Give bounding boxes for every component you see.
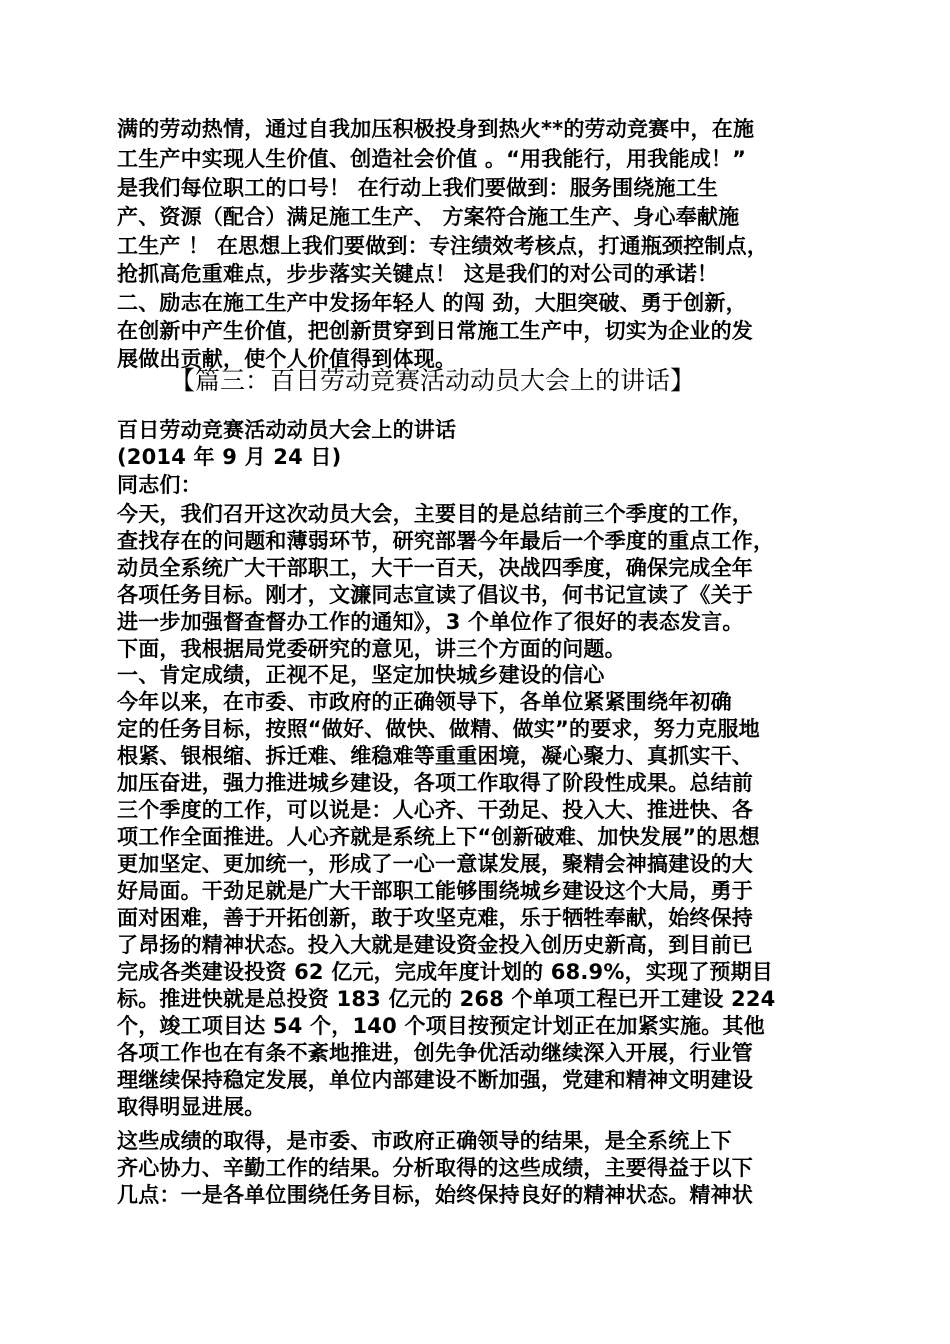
text-line: 定的任务目标，按照“做好、做快、做精、做实”的要求，努力克服地 <box>117 717 760 741</box>
text-line: 动员全系统广大干部职工，大干一百天，决战四季度，确保完成全年 <box>117 556 753 580</box>
text-line: 项工作全面推进。人心齐就是系统上下“创新破难、加快发展”的思想 <box>117 825 760 849</box>
text-line: 各项工作也在有条不紊地推进，创先争优活动继续深入开展，行业管 <box>117 1041 753 1065</box>
text-line: 取得明显进展。 <box>117 1095 266 1119</box>
text-line: 完成各类建设投资 62 亿元，完成年度计划的 68.9%，实现了预期目 <box>117 960 774 984</box>
text-line: 加压奋进，强力推进城乡建设，各项工作取得了阶段性成果。总结前 <box>117 771 753 795</box>
text-line: 工生产 ！ 在思想上我们要做到：专注绩效考核点，打通瓶颈控制点， <box>117 234 769 258</box>
text-line: 三个季度的工作，可以说是：人心齐、干劲足、投入大、推进快、各 <box>117 798 753 822</box>
text-line: 展做出贡献，使个人价值得到体现。 <box>117 347 457 371</box>
text-line: 产、资源（配合）满足施工生产、 方案符合施工生产、身心奉献施 <box>117 205 740 229</box>
speech-title: 百日劳动竞赛活动动员大会上的讲话 <box>117 418 457 442</box>
text-line: 进一步加强督查督办工作的通知》，3 个单位作了很好的表态发言。 <box>117 610 744 634</box>
text-line: 是我们每位职工的口号！ 在行动上我们要做到：服务围绕施工生 <box>117 176 719 200</box>
text-line: 今天，我们召开这次动员大会，主要目的是总结前三个季度的工作， <box>117 502 753 526</box>
text-line: 了昂扬的精神状态。投入大就是建设资金投入创历史新高，到目前已 <box>117 933 753 957</box>
text-line: 工生产中实现人生价值、创造社会价值 。“用我能行，用我能成！” <box>117 147 747 171</box>
text-line: 个，竣工项目达 54 个，140 个项目按预定计划正在加紧实施。其他 <box>117 1014 765 1038</box>
text-line: 面对困难，善于开拓创新，敢于攻坚克难，乐于牺牲奉献，始终保持 <box>117 906 753 930</box>
text-line: 齐心协力、辛勤工作的结果。分析取得的这些成绩，主要得益于以下 <box>117 1156 753 1180</box>
subheading: 一、肯定成绩，正视不足，坚定加快城乡建设的信心 <box>117 663 605 687</box>
text-line: 各项任务目标。刚才，文濂同志宣读了倡议书，何书记宣读了《关于 <box>117 583 753 607</box>
text-line: 理继续保持稳定发展，单位内部建设不断加强，党建和精神文明建设 <box>117 1068 753 1092</box>
text-line: 更加坚定、更加统一，形成了一心一意谋发展，聚精会神搞建设的大 <box>117 852 753 876</box>
text-line: 下面，我根据局党委研究的意见，讲三个方面的问题。 <box>117 637 626 661</box>
text-line: 抢抓高危重难点，步步落实关键点！ 这是我们的对公司的承诺！ <box>117 262 719 286</box>
text-line: 二、励志在施工生产中发扬年轻人 的闯 劲，大胆突破、勇于创新， <box>117 291 747 315</box>
text-line: 几点：一是各单位围绕任务目标，始终保持良好的精神状态。精神状 <box>117 1183 753 1207</box>
section-heading: 【篇三：百日劳动竞赛活动动员大会上的讲话】 <box>170 366 696 395</box>
text-line: 查找存在的问题和薄弱环节，研究部署今年最后一个季度的重点工作， <box>117 529 775 553</box>
speech-date: (2014 年 9 月 24 日) <box>117 445 342 469</box>
text-line: 今年以来，在市委、市政府的正确领导下，各单位紧紧围绕年初确 <box>117 690 732 714</box>
text-line: 满的劳动热情，通过自我加压积极投身到热火**的劳动竞赛中，在施 <box>117 117 755 141</box>
text-line: 这些成绩的取得，是市委、市政府正确领导的结果，是全系统上下 <box>117 1129 732 1153</box>
text-line: 标。推进快就是总投资 183 亿元的 268 个单项工程已开工建设 224 <box>117 987 776 1011</box>
text-line: 在创新中产生价值，把创新贯穿到日常施工生产中，切实为企业的发 <box>117 319 753 343</box>
salutation: 同志们： <box>117 473 202 497</box>
text-line: 根紧、银根缩、拆迁难、维稳难等重重困境，凝心聚力、真抓实干、 <box>117 744 753 768</box>
text-line: 好局面。干劲足就是广大干部职工能够围绕城乡建设这个大局，勇于 <box>117 879 753 903</box>
